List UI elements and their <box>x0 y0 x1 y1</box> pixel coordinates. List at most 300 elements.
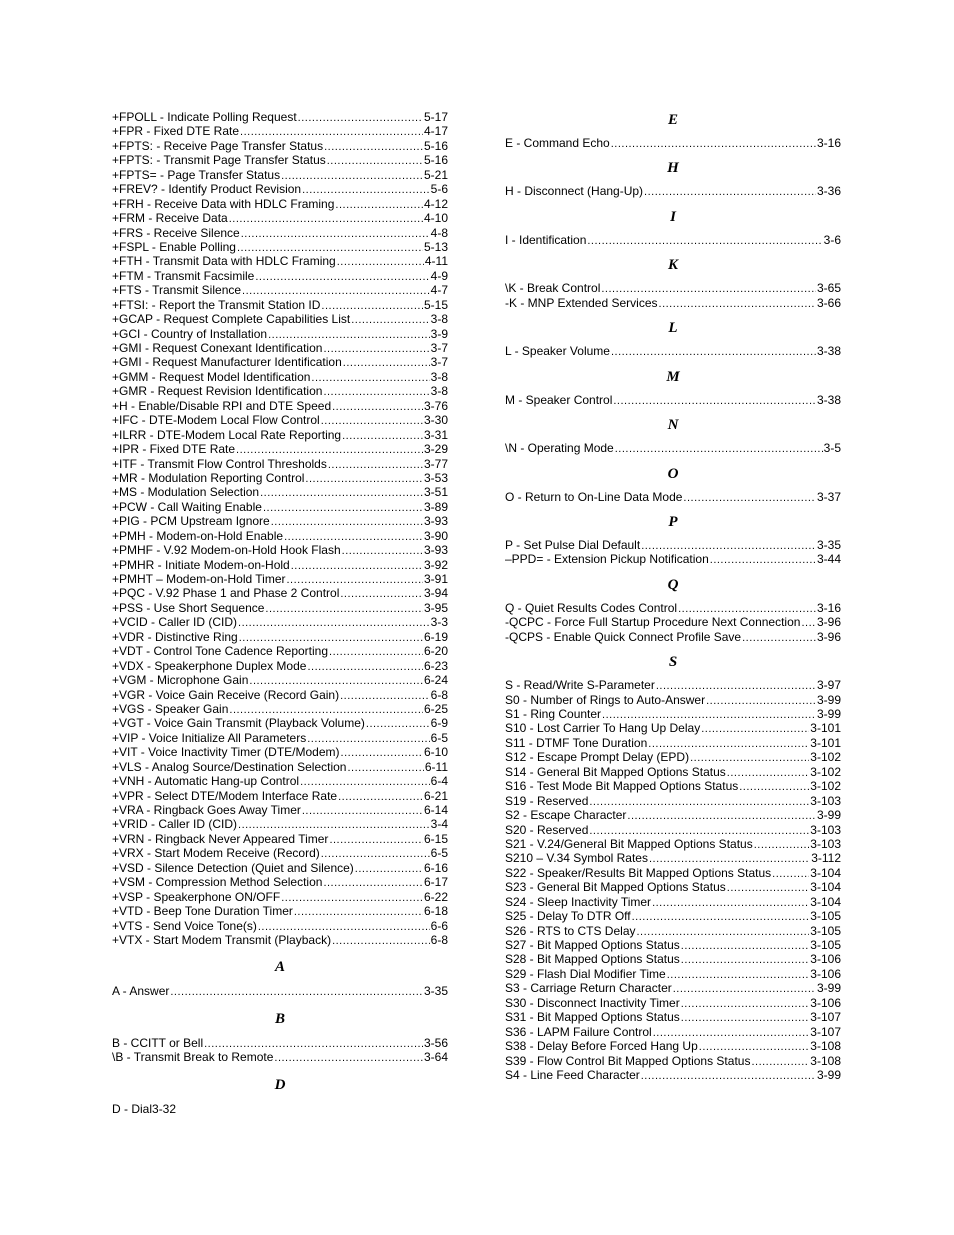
index-entry <box>112 817 448 831</box>
entry-title: +PMHR - Initiate Modem-on-Hold <box>112 557 290 572</box>
index-entry <box>505 880 841 894</box>
entry-page: 3-112 <box>811 851 841 866</box>
index-entry <box>112 182 448 196</box>
dot-leader <box>653 1025 810 1040</box>
dot-leader <box>681 996 810 1011</box>
entry-page: 3-99 <box>816 808 841 823</box>
index-entry <box>112 659 448 673</box>
entry-page: 3-38 <box>816 392 841 407</box>
dot-leader <box>615 441 823 456</box>
index-entry <box>112 254 448 268</box>
entry-title: B - CCITT or Bell <box>112 1035 204 1050</box>
entry-page: 4-12 <box>423 196 448 211</box>
dot-leader <box>328 457 423 472</box>
entry-title: S23 - General Bit Mapped Options Status <box>505 880 726 895</box>
section-letter-heading: L <box>668 320 678 337</box>
dot-leader <box>589 823 809 838</box>
entry-page: 3-93 <box>423 514 448 529</box>
entry-page: 3-32 <box>152 1101 177 1116</box>
entry-title: +VGT - Voice Gain Transmit (Playback Volume) <box>112 716 365 731</box>
entry-title: S1 - Ring Counter <box>505 707 602 721</box>
entry-title: S39 - Flow Control Bit Mapped Options Status <box>505 1053 751 1068</box>
entry-title: S36 - LAPM Failure Control <box>505 1024 652 1039</box>
index-entry <box>505 601 841 615</box>
dot-leader <box>281 890 423 905</box>
dot-leader <box>801 615 816 630</box>
entry-page: 6-6 <box>430 918 448 933</box>
index-entry <box>112 644 448 658</box>
dot-leader <box>587 233 822 248</box>
entry-page: 3-91 <box>423 572 448 586</box>
index-entry <box>112 688 448 702</box>
dot-leader <box>263 500 423 515</box>
entry-title: +IFC - DTE-Modem Local Flow Control <box>112 413 320 428</box>
entry-title: S27 - Bit Mapped Options Status <box>505 938 680 952</box>
index-entry <box>505 344 841 358</box>
entry-page: 3-101 <box>810 721 841 736</box>
dot-leader <box>284 529 423 544</box>
entry-page: 6-8 <box>430 687 448 702</box>
entry-title: +VGR - Voice Gain Receive (Record Gain) <box>112 687 340 702</box>
index-entry <box>505 1039 841 1053</box>
entry-title: +VCID - Caller ID (CID) <box>112 615 238 630</box>
dot-leader <box>751 1054 809 1069</box>
index-entry <box>112 984 448 998</box>
entry-page: 3-102 <box>810 750 841 765</box>
dot-leader <box>274 1050 423 1065</box>
index-entry <box>112 413 448 427</box>
entry-title: +VRA - Ringback Goes Away Timer <box>112 803 301 817</box>
index-entry <box>505 1010 841 1024</box>
entry-title: Q - Quiet Results Codes Control <box>505 600 678 615</box>
entry-page: 4-11 <box>424 254 448 269</box>
index-entry <box>112 399 448 413</box>
entry-title: +FPTS= - Page Transfer Status <box>112 167 281 182</box>
entry-title: +PIG - PCM Upstream Ignore <box>112 514 270 529</box>
entry-title: +FTM - Transmit Facsimile <box>112 268 255 283</box>
index-entry <box>112 298 448 312</box>
dot-leader <box>678 601 816 616</box>
dot-leader <box>305 471 423 486</box>
entry-page: 3-76 <box>423 398 448 413</box>
entry-page: 3-101 <box>810 735 841 750</box>
entry-title: +VLS - Analog Source/Destination Selection <box>112 759 347 774</box>
entry-title: +MS - Modulation Selection <box>112 485 260 500</box>
entry-page: 3-99 <box>816 707 841 721</box>
index-entry <box>112 702 448 716</box>
entry-title: +VDX - Speakerphone Duplex Mode <box>112 658 307 673</box>
section-letter-heading: N <box>667 417 679 434</box>
index-entry <box>112 110 448 124</box>
entry-page: 3-77 <box>423 456 448 471</box>
index-entry <box>505 1025 841 1039</box>
entry-page: 4-9 <box>430 268 448 283</box>
index-entry <box>112 716 448 730</box>
entry-title: S26 - RTS to CTS Delay <box>505 923 636 938</box>
entry-title: +VSD - Silence Detection (Quiet and Silence) <box>112 860 354 875</box>
entry-page: 3-7 <box>430 341 448 355</box>
dot-leader <box>589 794 809 809</box>
entry-page: 3-96 <box>816 629 841 644</box>
index-entry <box>505 750 841 764</box>
index-entry <box>112 875 448 889</box>
section-letter-heading: H <box>667 160 679 177</box>
entry-title: +VTX - Start Modem Transmit (Playback) <box>112 932 332 947</box>
dot-leader <box>238 817 430 832</box>
index-entry <box>505 996 841 1010</box>
index-entry <box>505 837 841 851</box>
entry-title: +FRS - Receive Silence <box>112 225 240 240</box>
index-entry <box>112 1036 448 1050</box>
entry-title: D - Dial <box>112 1101 153 1116</box>
index-entry <box>112 832 448 846</box>
entry-title: +VRN - Ringback Never Appeared Timer <box>112 831 329 846</box>
dot-leader <box>238 615 430 630</box>
entry-title: S3 - Carriage Return Character <box>505 981 672 996</box>
dot-leader <box>265 601 423 616</box>
dot-leader <box>240 124 423 139</box>
section-letter-heading: M <box>666 368 680 385</box>
dot-leader <box>659 296 816 311</box>
entry-title: -K - MNP Extended Services <box>505 295 658 310</box>
entry-page: 3-104 <box>810 894 841 909</box>
index-entry <box>505 184 841 198</box>
dot-leader <box>204 1036 423 1051</box>
entry-page: 3-38 <box>816 344 841 359</box>
dot-leader <box>340 586 423 601</box>
entry-title: +MR - Modulation Reporting Control <box>112 470 305 485</box>
dot-leader <box>298 110 423 125</box>
entry-page: 3-53 <box>423 470 448 485</box>
entry-title: S - Read/Write S-Parameter <box>505 678 655 693</box>
entry-page: 6-10 <box>423 745 448 760</box>
entry-title: \B - Transmit Break to Remote <box>112 1050 274 1065</box>
entry-page: 3-102 <box>810 764 841 779</box>
entry-title: +FSPL - Enable Polling <box>112 239 236 254</box>
dot-leader <box>667 967 810 982</box>
entry-page: 3-104 <box>810 880 841 895</box>
entry-page: 5-17 <box>423 110 448 124</box>
entry-title: –PPD= - Extension Pickup Notification <box>505 552 709 567</box>
dot-leader <box>329 644 423 659</box>
entry-title: -QCPC - Force Full Startup Procedure Next Connection <box>505 615 801 630</box>
entry-page: 6-5 <box>430 730 448 745</box>
index-entry <box>112 529 448 543</box>
dot-leader <box>673 981 816 996</box>
section-letter-heading: Q <box>667 576 679 593</box>
index-entry <box>505 952 841 966</box>
dot-leader <box>229 702 423 717</box>
dot-leader <box>341 745 423 760</box>
entry-title: +VRID - Caller ID (CID) <box>112 817 238 832</box>
entry-page: 3-108 <box>810 1039 841 1054</box>
dot-leader <box>323 341 429 356</box>
entry-page: 3-36 <box>816 184 841 199</box>
dot-leader <box>699 1039 810 1054</box>
index-entry <box>112 124 448 138</box>
index-entry <box>112 558 448 572</box>
entry-page: 3-8 <box>430 369 448 384</box>
dot-leader <box>241 226 430 241</box>
dot-leader <box>321 298 423 313</box>
entry-title: +GMM - Request Model Identification <box>112 369 311 384</box>
index-entry <box>505 707 841 721</box>
entry-page: 6-9 <box>430 716 448 731</box>
dot-leader <box>648 736 809 751</box>
dot-leader <box>255 269 429 284</box>
index-entry <box>505 615 841 629</box>
index-entry <box>112 1102 448 1116</box>
index-entry <box>505 851 841 865</box>
entry-page: 3-35 <box>423 984 448 999</box>
dot-leader <box>239 630 423 645</box>
index-entry <box>505 1068 841 1082</box>
entry-page: 3-8 <box>430 312 448 327</box>
entry-title: +VTS - Send Voice Tone(s) <box>112 918 257 933</box>
entry-page: 3-99 <box>816 1067 841 1082</box>
entry-page: 6-22 <box>423 889 448 904</box>
dot-leader <box>611 136 816 151</box>
entry-title: +VDR - Distinctive Ring <box>112 629 238 644</box>
index-entry <box>112 890 448 904</box>
dot-leader <box>347 760 423 775</box>
dot-leader <box>302 182 430 197</box>
dot-leader <box>351 312 429 327</box>
entry-page: 3-6 <box>823 232 841 247</box>
entry-title: M - Speaker Control <box>505 392 613 407</box>
dot-leader <box>327 153 423 168</box>
index-entry <box>112 139 448 153</box>
entry-page: 3-103 <box>810 822 841 837</box>
entry-page: 3-29 <box>423 442 448 457</box>
section-letter-heading: O <box>667 465 679 482</box>
entry-title: +FRH - Receive Data with HDLC Framing <box>112 196 335 211</box>
entry-title: S210 – V.34 Symbol Rates <box>505 851 648 866</box>
entry-page: 3-106 <box>810 952 841 967</box>
index-entry <box>505 779 841 793</box>
dot-leader <box>355 861 423 876</box>
dot-leader <box>690 750 809 765</box>
entry-title: S21 - V.24/General Bit Mapped Options Status <box>505 836 753 851</box>
entry-page: 4-10 <box>423 211 448 226</box>
index-entry <box>112 370 448 384</box>
entry-page: 6-14 <box>423 803 448 817</box>
entry-page: 3-44 <box>816 552 841 567</box>
index-entry <box>505 441 841 455</box>
dot-leader <box>340 688 430 703</box>
entry-page: 5-6 <box>430 182 448 197</box>
entry-page: 3-16 <box>816 600 841 615</box>
entry-page: 3-7 <box>430 355 448 370</box>
dot-leader <box>627 808 816 823</box>
dot-leader <box>287 572 423 587</box>
entry-page: 6-24 <box>423 673 448 688</box>
index-entry <box>505 281 841 295</box>
entry-page: 3-93 <box>423 543 448 558</box>
entry-page: 3-95 <box>423 600 448 615</box>
entry-title: +PMHF - V.92 Modem-on-Hold Hook Flash <box>112 543 341 558</box>
index-entry <box>505 981 841 995</box>
entry-page: 3-105 <box>810 909 841 924</box>
entry-title: +VIT - Voice Inactivity Timer (DTE/Modem) <box>112 745 340 760</box>
section-letter-heading: E <box>667 112 678 128</box>
entry-title: +FTH - Transmit Data with HDLC Framing <box>112 254 336 269</box>
index-entry <box>112 355 448 369</box>
entry-page: 3-51 <box>423 485 448 500</box>
dot-leader <box>291 558 423 573</box>
entry-title: S28 - Bit Mapped Options Status <box>505 952 680 967</box>
index-entry <box>112 904 448 918</box>
entry-title: S16 - Test Mode Bit Mapped Options Status <box>505 779 739 794</box>
dot-leader <box>727 765 810 780</box>
index-entry <box>505 678 841 692</box>
dot-leader <box>321 846 430 861</box>
entry-page: 3-5 <box>823 441 841 456</box>
index-entry <box>505 296 841 310</box>
entry-title: A - Answer <box>112 984 170 999</box>
index-entry <box>505 967 841 981</box>
index-entry <box>505 393 841 407</box>
entry-page: 6-5 <box>430 846 448 861</box>
entry-title: +PQC - V.92 Phase 1 and Phase 2 Control <box>112 586 340 601</box>
dot-leader <box>683 490 816 505</box>
entry-title: +FRM - Receive Data <box>112 211 228 226</box>
index-entry <box>112 153 448 167</box>
dot-leader <box>342 428 423 443</box>
dot-leader <box>611 344 816 359</box>
index-entry <box>112 774 448 788</box>
index-entry <box>505 823 841 837</box>
dot-leader <box>641 1068 816 1083</box>
entry-page: 3-99 <box>816 981 841 996</box>
dot-leader <box>754 837 810 852</box>
index-entry <box>112 442 448 456</box>
index-entry <box>112 861 448 875</box>
index-entry <box>112 283 448 297</box>
dot-leader <box>681 1010 810 1025</box>
entry-page: 3-97 <box>816 678 841 693</box>
dot-leader <box>323 384 429 399</box>
index-entry <box>505 909 841 923</box>
index-entry <box>112 601 448 615</box>
entry-title: +FPOLL - Indicate Polling Request <box>112 110 297 124</box>
index-entry <box>112 1050 448 1064</box>
index-entry <box>505 808 841 822</box>
entry-title: S22 - Speaker/Results Bit Mapped Options Status <box>505 865 772 880</box>
index-entry <box>505 794 841 808</box>
entry-page: 6-20 <box>423 644 448 659</box>
entry-title: +VRX - Start Modem Receive (Record) <box>112 846 320 861</box>
entry-page: 3-65 <box>816 281 841 296</box>
entry-title: +VGM - Microphone Gain <box>112 673 249 688</box>
index-entry <box>505 895 841 909</box>
entry-title: +VIP - Voice Initialize All Parameters <box>112 730 307 745</box>
entry-title: I - Identification <box>505 232 587 247</box>
index-entry <box>505 538 841 552</box>
dot-leader <box>739 779 809 794</box>
entry-page: 5-13 <box>423 239 448 254</box>
index-entry <box>112 586 448 600</box>
section-letter-heading: I <box>670 208 676 225</box>
entry-page: 3-103 <box>810 836 841 851</box>
dot-leader <box>324 139 423 154</box>
dot-leader <box>644 184 816 199</box>
dot-leader <box>602 707 816 722</box>
entry-title: +VSM - Compression Method Selection <box>112 875 323 890</box>
entry-title: +VNH - Automatic Hang-up Control <box>112 774 300 789</box>
section-letter-heading: K <box>667 257 678 274</box>
dot-leader <box>268 327 430 342</box>
entry-title: +PSS - Use Short Sequence <box>112 600 265 615</box>
entry-title: +VSP - Speakerphone ON/OFF <box>112 889 281 904</box>
entry-page: 3-106 <box>810 966 841 981</box>
dot-leader <box>681 952 810 967</box>
index-entry <box>112 760 448 774</box>
entry-title: S12 - Escape Prompt Delay (EPD) <box>505 750 690 765</box>
entry-page: 3-35 <box>816 537 841 552</box>
index-entry <box>112 240 448 254</box>
dot-leader <box>332 933 430 948</box>
entry-title: S31 - Bit Mapped Options Status <box>505 1010 680 1025</box>
entry-page: 3-31 <box>423 427 448 442</box>
entry-page: 6-15 <box>423 831 448 846</box>
dot-leader <box>613 393 816 408</box>
index-entry <box>505 552 841 566</box>
dot-leader <box>727 880 810 895</box>
entry-page: 6-18 <box>423 904 448 919</box>
entry-page: 3-56 <box>423 1035 448 1050</box>
entry-page: 6-16 <box>423 860 448 875</box>
index-entry <box>112 630 448 644</box>
dot-leader <box>249 673 423 688</box>
entry-page: 3-66 <box>816 295 841 310</box>
entry-title: +FPTS: - Receive Page Transfer Status <box>112 138 324 153</box>
entry-page: 3-92 <box>423 557 448 572</box>
dot-leader <box>271 514 423 529</box>
index-entry <box>112 514 448 528</box>
dot-leader <box>637 924 810 939</box>
entry-title: O - Return to On-Line Data Mode <box>505 489 683 504</box>
section-letter-heading: S <box>668 654 678 671</box>
index-entry <box>505 136 841 150</box>
entry-page: 6-17 <box>423 875 448 890</box>
entry-page: 3-9 <box>430 326 448 341</box>
index-entry <box>112 919 448 933</box>
index-column-right <box>505 110 841 1082</box>
index-entry <box>112 500 448 514</box>
dot-leader <box>342 543 423 558</box>
dot-leader <box>332 399 423 414</box>
index-entry <box>112 471 448 485</box>
index-entry <box>112 457 448 471</box>
entry-page: 6-8 <box>430 932 448 947</box>
entry-page: 3-96 <box>816 615 841 630</box>
index-entry <box>112 615 448 629</box>
dot-leader <box>681 938 810 953</box>
entry-page: 3-104 <box>810 865 841 880</box>
dot-leader <box>307 731 429 746</box>
entry-title: +FREV? - Identify Product Revision <box>112 182 302 197</box>
entry-title: +VDT - Control Tone Cadence Reporting <box>112 644 329 659</box>
entry-title: +GMI - Request Manufacturer Identification <box>112 355 342 370</box>
entry-page: 3-30 <box>423 413 448 428</box>
dot-leader <box>260 485 423 500</box>
entry-page: 3-107 <box>810 1010 841 1025</box>
entry-page: 3-105 <box>810 938 841 952</box>
entry-title: S19 - Reserved <box>505 793 589 808</box>
index-entry <box>505 693 841 707</box>
entry-title: +VGS - Speaker Gain <box>112 701 229 716</box>
